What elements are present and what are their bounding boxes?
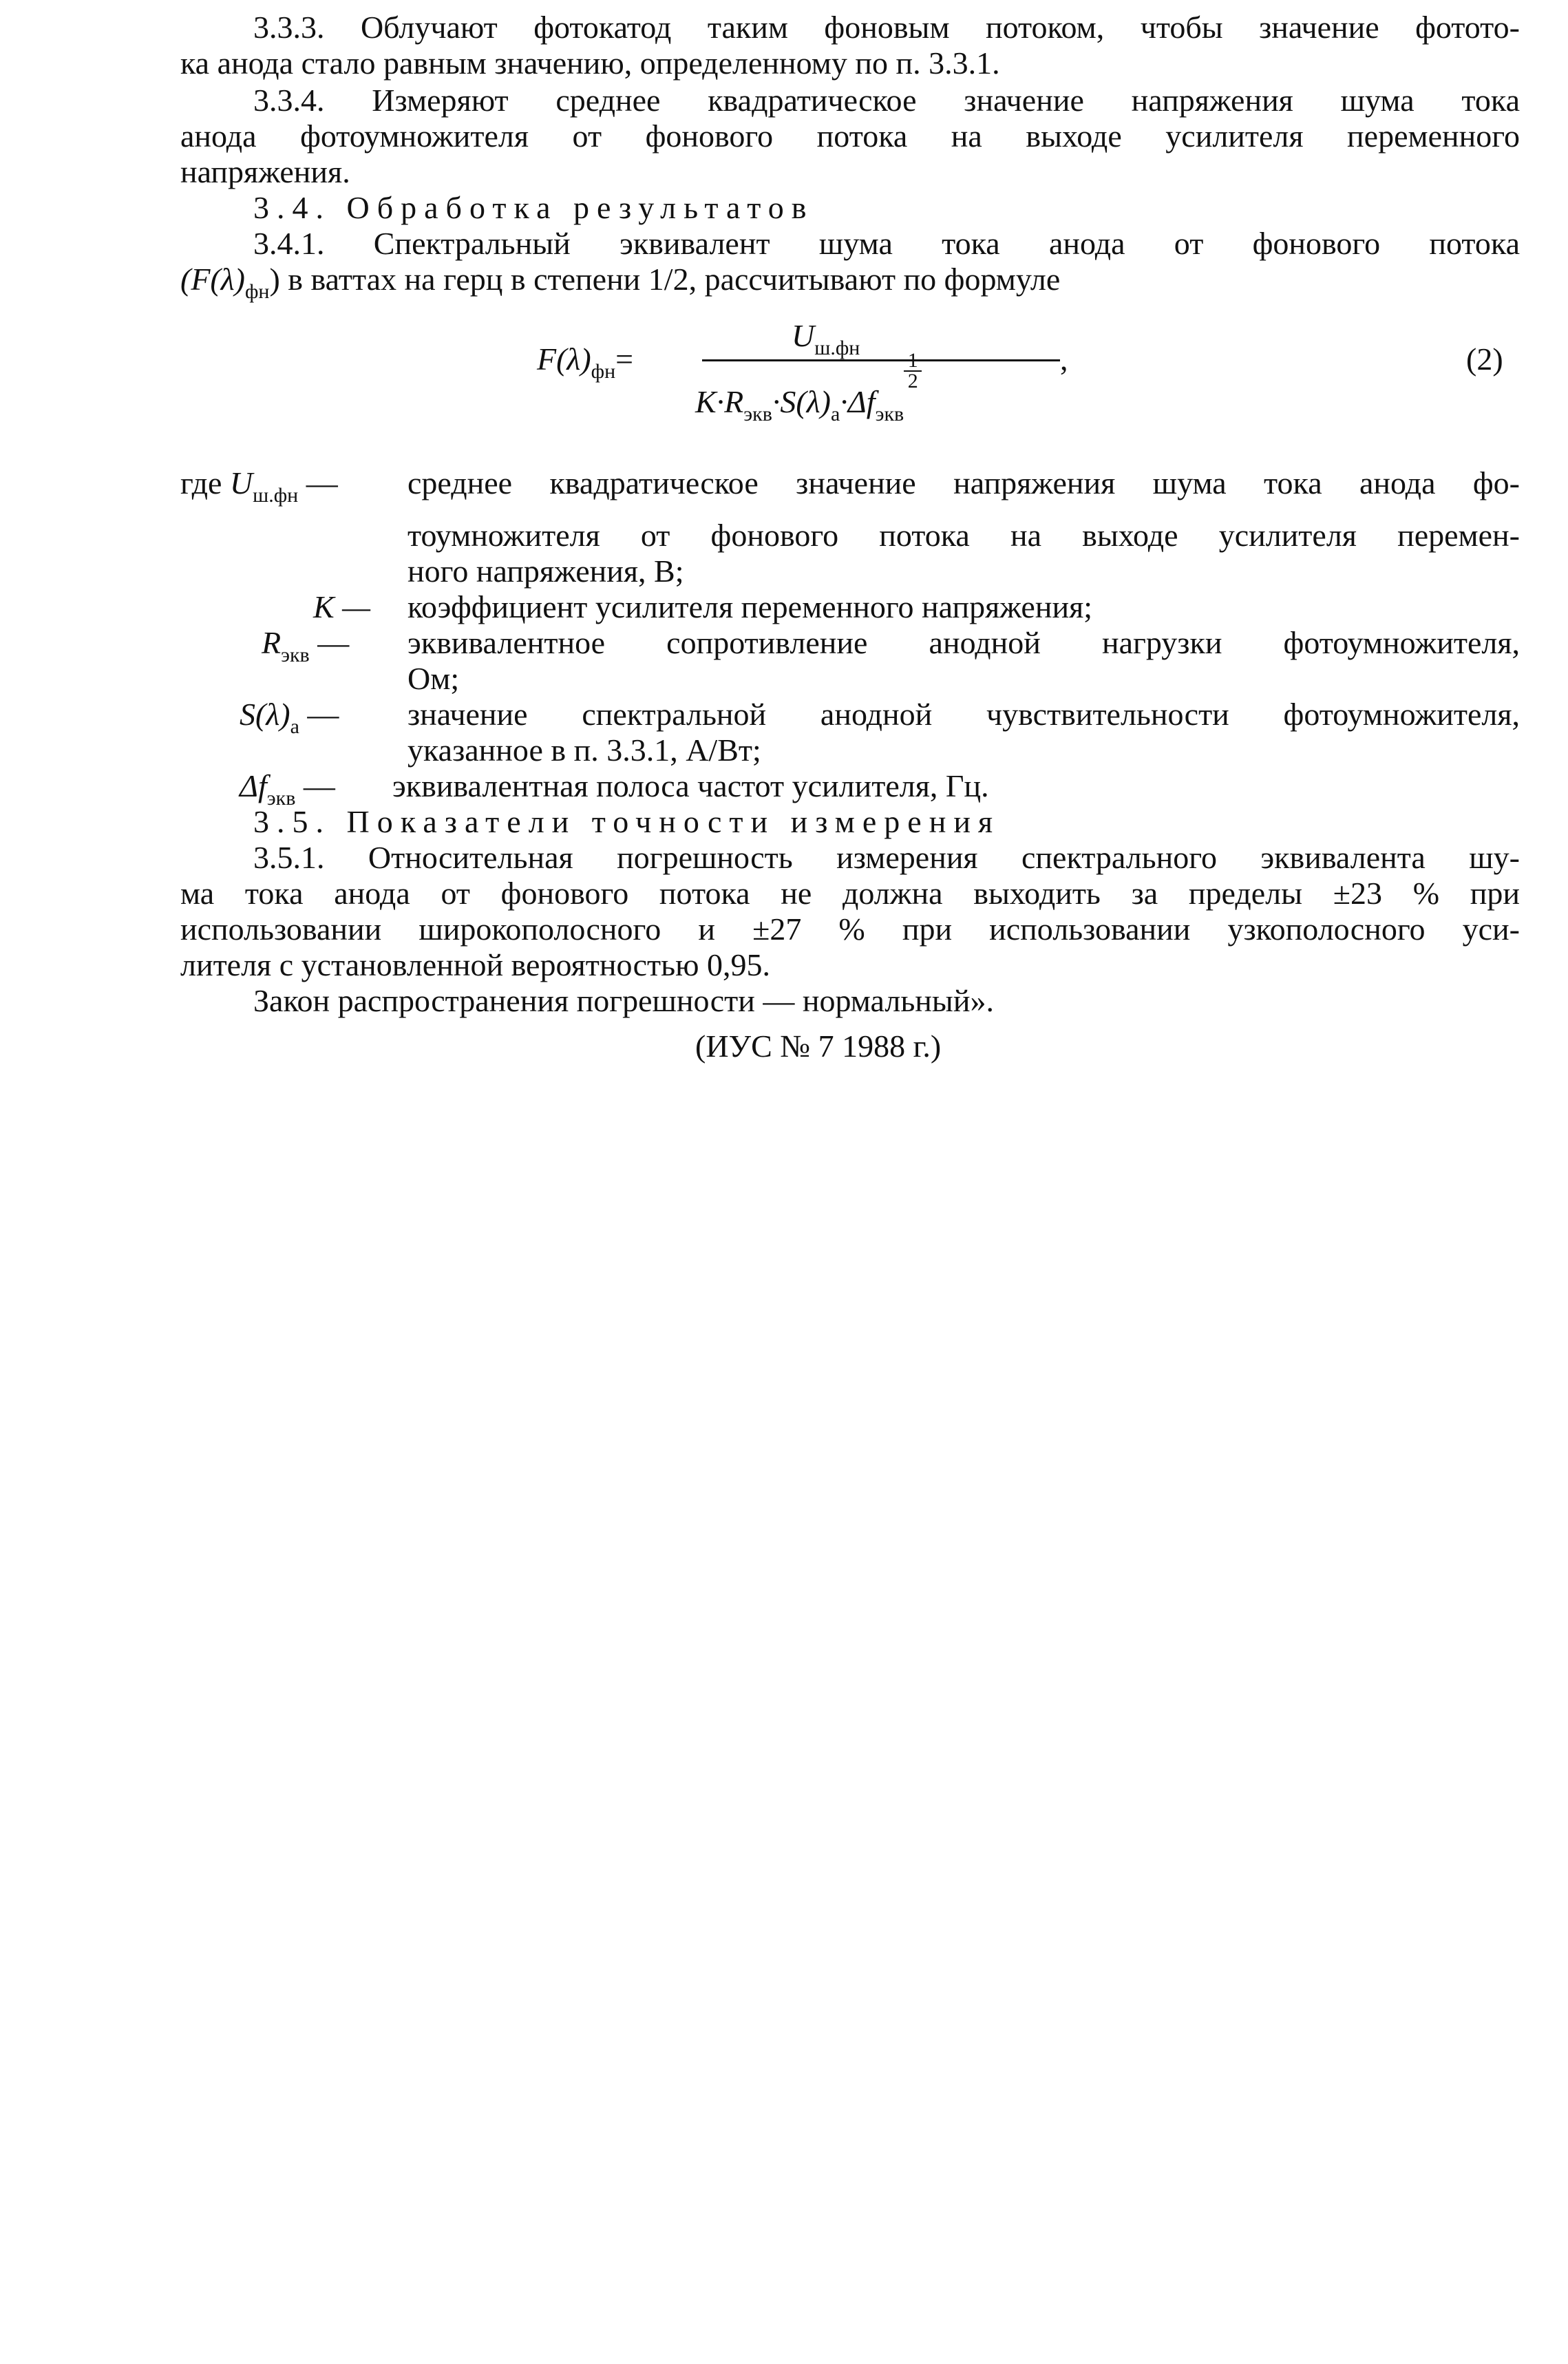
formula-lhs: $F(\lambda)_{фн}=$ <box>537 341 634 383</box>
para-3-5-1-line-1: 3.5.1. Относительная погрешность измерения спектрального эквивалента шу- <box>253 840 1520 875</box>
def-k-term: K — <box>313 589 371 624</box>
para-3-3-4-line-1: 3.3.4. Измеряют среднее квадратическое значение напряжения шума тока <box>253 83 1520 118</box>
para-3-3-3-line-1: 3.3.3. Облучают фотокатод таким фоновым потоком, чтобы значение фотото- <box>253 10 1520 45</box>
para-3-5-1-line-4: лителя с установленной вероятностью 0,95. <box>180 947 770 982</box>
def-s-line-1: значение спектральной анодной чувствительности фотоумножителя, <box>407 697 1520 732</box>
formula-denominator: $K\cdot R_{экв}\cdot S(\lambda)_а\cdot\Delta f_{экв}$ $\frac{1}{2}$ <box>695 376 922 424</box>
def-k-text: коэффициент усилителя переменного напряжения; <box>407 589 1093 624</box>
def-u-term: где $U_{ш.фн}$ — <box>180 465 338 507</box>
formula-comma: , <box>1060 341 1068 377</box>
para-3-5-1-line-2: ма тока анода от фонового потока не должна выходить за пределы ±23 % при <box>180 876 1520 911</box>
def-r-line-2: Ом; <box>407 661 460 696</box>
section-3-5-heading: 3.5. Показатели точности измерения <box>253 804 1001 839</box>
def-r-line-1: эквивалентное сопротивление анодной нагрузки фотоумножителя, <box>407 625 1520 660</box>
para-3-3-4-line-3: напряжения. <box>180 154 350 189</box>
def-f-text: эквивалентная полоса частот усилителя, Гц. <box>392 768 989 803</box>
distribution-law: Закон распространения погрешности — нормальный». <box>253 983 994 1018</box>
para-3-4-1-line-2: $(F(\lambda)_{фн})$ в ваттах на герц в степени 1/2, рассчитывают по формуле <box>180 262 1061 303</box>
section-3-4-heading: 3.4. Обработка результатов <box>253 190 814 225</box>
def-r-term: $R_{экв}$ — <box>262 625 350 666</box>
def-s-line-2: указанное в п. 3.3.1, А/Вт; <box>407 732 761 768</box>
def-u-line-1: среднее квадратическое значение напряжения шума тока анода фо- <box>407 465 1520 500</box>
def-f-term: $\Delta f_{экв}$ — <box>240 768 335 810</box>
para-3-5-1-line-3: использовании широкополосного и ±27 % при использовании узкополосного уси- <box>180 911 1520 947</box>
def-u-line-3: ного напряжения, В; <box>407 553 684 589</box>
para-3-4-1-line-1: 3.4.1. Спектральный эквивалент шума тока анода от фонового потока <box>253 226 1520 261</box>
equation-number: (2) <box>1466 341 1503 377</box>
para-3-3-4-line-2: анода фотоумножителя от фонового потока на выходе усилителя переменного <box>180 118 1520 154</box>
exponent-half: $\frac{1}{2}$ <box>904 351 922 391</box>
formula-numerator: $U_{ш.фн}$ <box>792 318 860 359</box>
def-s-term: $S(\lambda)_а$ — <box>240 697 339 738</box>
formula-2 <box>537 318 1156 442</box>
source-reference: (ИУС № 7 1988 г.) <box>695 1028 942 1064</box>
fraction-bar <box>702 359 1060 361</box>
def-u-line-2: тоумножителя от фонового потока на выходе усилителя перемен- <box>407 518 1520 553</box>
para-3-3-3-line-2: ка анода стало равным значению, определенному по п. 3.3.1. <box>180 45 1000 81</box>
